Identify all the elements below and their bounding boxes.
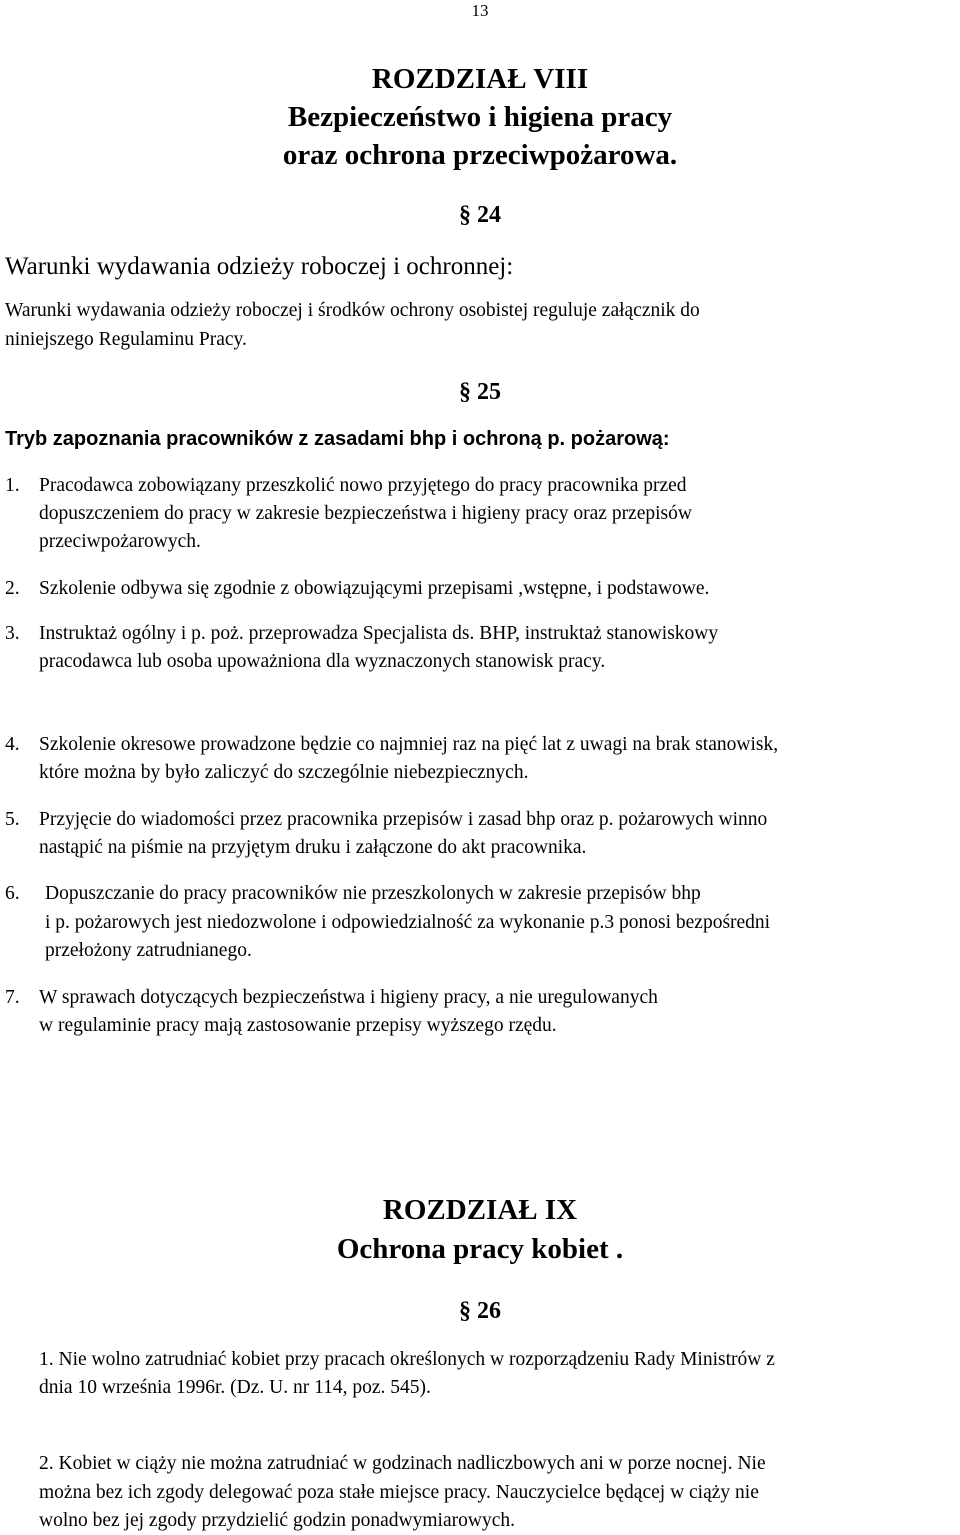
chapter-9-title-line-2: Ochrona pracy kobiet . — [336, 1233, 624, 1265]
item-5-line-1: Przyjęcie do wiadomości przez pracownika przepisów i zasad bhp oraz p. pożarowych winno — [39, 809, 768, 830]
page-number: 13 — [471, 1, 489, 20]
chapter-8-title-line-1: ROZDZIAŁ VIII — [371, 63, 589, 95]
item-7-number: 7. — [5, 987, 20, 1008]
item-4-line-2: które można by było zaliczyć do szczególnie niebezpiecznych. — [39, 762, 529, 783]
item-7-line-1: W sprawach dotyczących bezpieczeństwa i higieny pracy, a nie uregulowanych — [39, 987, 658, 1008]
item-4-line-1: Szkolenie okresowe prowadzone będzie co najmniej raz na pięć lat z uwagi na brak stanowisk, — [39, 734, 779, 755]
chapter-8-title-line-3: oraz ochrona przeciwpożarowa. — [282, 139, 678, 171]
section-25-heading: Tryb zapoznania pracowników z zasadami bhp i ochroną p. pożarową: — [5, 428, 670, 450]
section-26-para-1-line-1: 1. Nie wolno zatrudniać kobiet przy pracach określonych w rozporządzeniu Rady Ministrów z — [39, 1349, 775, 1370]
item-3-line-2: pracodawca lub osoba upoważniona dla wyznaczonych stanowisk pracy. — [39, 651, 606, 672]
section-24-heading: Warunki wydawania odzieży roboczej i ochronnej: — [5, 253, 514, 280]
section-26-para-2-line-2: można bez ich zgody delegować poza stałe miejsce pracy. Nauczycielce będącej w ciąży nie — [39, 1482, 759, 1503]
item-1-line-2: dopuszczeniem do pracy w zakresie bezpieczeństwa i higieny pracy oraz przepisów — [39, 503, 692, 524]
section-24-text-line-2: niniejszego Regulaminu Pracy. — [5, 329, 247, 350]
item-6-line-2: i p. pożarowych jest niedozwolone i odpowiedzialność za wykonanie p.3 ponosi bezpośredni — [45, 912, 771, 933]
section-24-sign: § 24 — [459, 202, 501, 228]
chapter-8-title-line-2: Bezpieczeństwo i higiena pracy — [287, 101, 673, 133]
item-6-number: 6. — [5, 883, 20, 904]
section-24-text-line-1: Warunki wydawania odzieży roboczej i środków ochrony osobistej reguluje załącznik do — [5, 300, 700, 321]
item-7-line-2: w regulaminie pracy mają zastosowanie przepisy wyższego rzędu. — [39, 1015, 557, 1036]
section-26-para-2-line-1: 2. Kobiet w ciąży nie można zatrudniać w godzinach nadliczbowych ani w porze nocnej. Nie — [39, 1453, 766, 1474]
item-5-number: 5. — [5, 809, 20, 830]
item-5-line-2: nastąpić na piśmie na przyjętym druku i załączone do akt pracownika. — [39, 837, 587, 858]
item-6-line-1: Dopuszczanie do pracy pracowników nie przeszkolonych w zakresie przepisów bhp — [45, 883, 701, 904]
section-25-sign: § 25 — [459, 379, 501, 405]
item-1-number: 1. — [5, 475, 20, 496]
item-4-number: 4. — [5, 734, 20, 755]
item-3-line-1: Instruktaż ogólny i p. poż. przeprowadza Specjalista ds. BHP, instruktaż stanowiskowy — [39, 623, 719, 644]
item-2-number: 2. — [5, 578, 20, 599]
section-26-para-2-line-3: wolno bez jej zgody przydzielić godzin ponadwymiarowych. — [39, 1510, 515, 1531]
section-26-sign: § 26 — [459, 1298, 501, 1324]
item-1-line-3: przeciwpożarowych. — [39, 531, 201, 552]
chapter-9-title-line-1: ROZDZIAŁ IX — [382, 1194, 578, 1226]
item-1-line-1: Pracodawca zobowiązany przeszkolić nowo przyjętego do pracy pracownika przed — [39, 475, 687, 496]
item-2-line-1: Szkolenie odbywa się zgodnie z obowiązującymi przepisami ,wstępne, i podstawowe. — [39, 578, 710, 599]
item-6-line-3: przełożony zatrudnianego. — [45, 940, 252, 961]
section-26-para-1-line-2: dnia 10 września 1996r. (Dz. U. nr 114, poz. 545). — [39, 1377, 431, 1398]
item-3-number: 3. — [5, 623, 20, 644]
